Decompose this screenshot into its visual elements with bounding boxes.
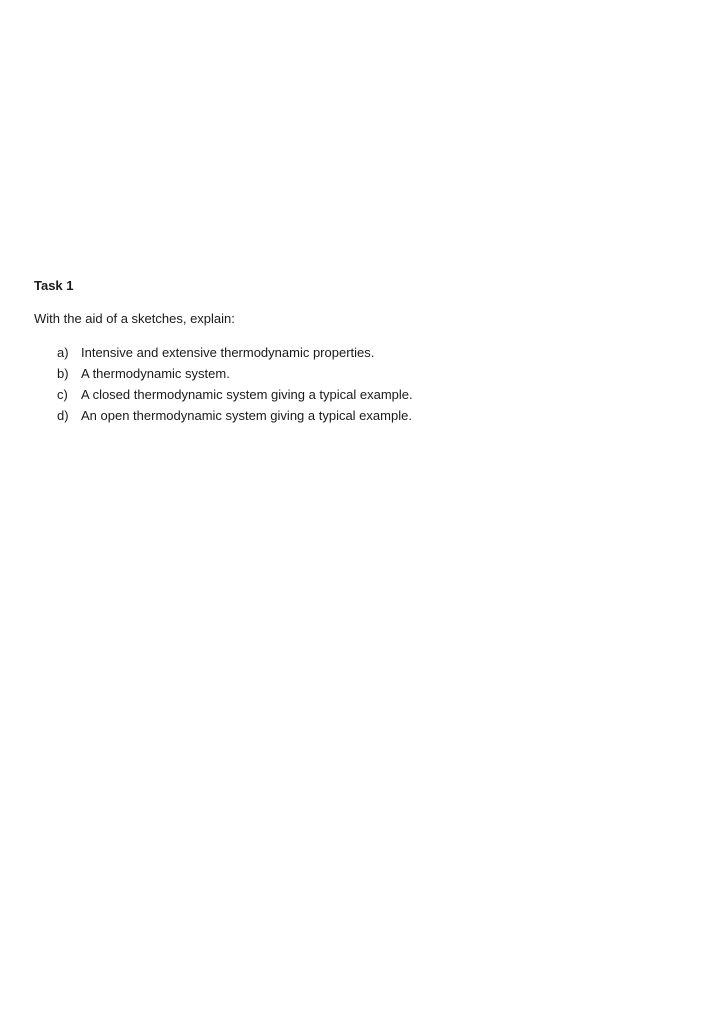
list-item-text: An open thermodynamic system giving a typical example. xyxy=(81,408,412,423)
list-item-marker: d) xyxy=(57,408,69,423)
list-item-text: A closed thermodynamic system giving a typical example. xyxy=(81,387,413,402)
task-instruction: With the aid of a sketches, explain: xyxy=(34,311,235,326)
task-section xyxy=(34,277,674,426)
list-item xyxy=(34,405,674,426)
list-item-marker: c) xyxy=(57,387,68,402)
list-item-marker: b) xyxy=(57,366,69,381)
list-item-text: Intensive and extensive thermodynamic properties. xyxy=(81,345,375,360)
list-item xyxy=(34,342,674,363)
list-item xyxy=(34,363,674,384)
list-item xyxy=(34,384,674,405)
list-item-marker: a) xyxy=(57,345,69,360)
question-list xyxy=(34,342,674,426)
task-title: Task 1 xyxy=(34,278,74,293)
list-item-text: A thermodynamic system. xyxy=(81,366,230,381)
